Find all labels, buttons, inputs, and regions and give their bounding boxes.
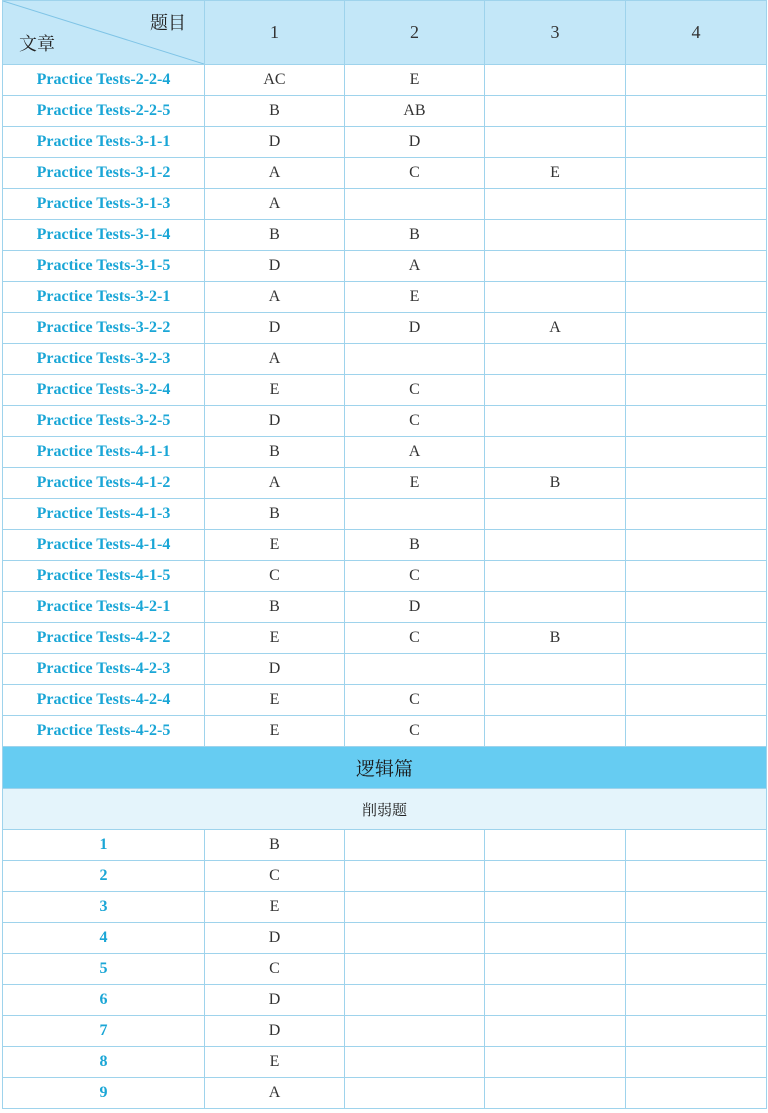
answer-cell: C bbox=[345, 406, 485, 437]
answer-cell bbox=[345, 1047, 485, 1078]
answer-cell: C bbox=[345, 158, 485, 189]
question-rows bbox=[3, 830, 767, 1109]
answer-cell bbox=[485, 96, 626, 127]
answer-cell: C bbox=[345, 561, 485, 592]
answer-cell: B bbox=[205, 437, 345, 468]
answer-cell bbox=[626, 282, 767, 313]
table-row bbox=[3, 716, 767, 747]
table-row bbox=[3, 282, 767, 313]
answer-cell bbox=[485, 375, 626, 406]
answer-cell: E bbox=[205, 1047, 345, 1078]
column-header-4: 4 bbox=[626, 1, 767, 65]
table-row bbox=[3, 1016, 767, 1047]
answer-cell: B bbox=[205, 830, 345, 861]
answer-cell bbox=[626, 189, 767, 220]
row-label: 3 bbox=[3, 892, 205, 923]
answer-cell: B bbox=[205, 592, 345, 623]
table-row bbox=[3, 1078, 767, 1109]
table-row bbox=[3, 65, 767, 96]
answer-cell bbox=[345, 189, 485, 220]
answer-cell: A bbox=[485, 313, 626, 344]
answer-cell bbox=[345, 344, 485, 375]
answer-cell: A bbox=[205, 158, 345, 189]
answer-cell bbox=[485, 220, 626, 251]
answer-cell bbox=[485, 406, 626, 437]
answer-cell: B bbox=[485, 623, 626, 654]
answer-cell: D bbox=[205, 251, 345, 282]
column-header-2: 2 bbox=[345, 1, 485, 65]
row-label: Practice Tests-2-2-5 bbox=[3, 96, 205, 127]
row-label: 8 bbox=[3, 1047, 205, 1078]
table-row bbox=[3, 158, 767, 189]
row-label: Practice Tests-3-1-3 bbox=[3, 189, 205, 220]
answer-cell: E bbox=[205, 375, 345, 406]
answer-cell bbox=[626, 406, 767, 437]
answer-cell bbox=[626, 923, 767, 954]
section-title-row bbox=[3, 747, 767, 789]
answer-cell: D bbox=[205, 406, 345, 437]
row-label: Practice Tests-4-2-5 bbox=[3, 716, 205, 747]
answer-cell bbox=[345, 892, 485, 923]
answer-table bbox=[2, 0, 767, 1109]
answer-cell: A bbox=[205, 189, 345, 220]
answer-cell: E bbox=[205, 530, 345, 561]
answer-cell bbox=[626, 716, 767, 747]
answer-cell bbox=[345, 1016, 485, 1047]
answer-cell: E bbox=[205, 623, 345, 654]
answer-cell: D bbox=[205, 654, 345, 685]
answer-cell: B bbox=[205, 499, 345, 530]
table-row bbox=[3, 251, 767, 282]
answer-cell bbox=[626, 158, 767, 189]
answer-cell: E bbox=[345, 468, 485, 499]
table-row bbox=[3, 127, 767, 158]
row-label: Practice Tests-3-1-5 bbox=[3, 251, 205, 282]
answer-cell bbox=[626, 127, 767, 158]
table-row bbox=[3, 685, 767, 716]
row-label: Practice Tests-3-1-1 bbox=[3, 127, 205, 158]
answer-cell bbox=[485, 685, 626, 716]
article-label: 文章 bbox=[19, 34, 55, 55]
table-row bbox=[3, 468, 767, 499]
table-row bbox=[3, 406, 767, 437]
answer-cell bbox=[626, 251, 767, 282]
answer-cell: E bbox=[345, 65, 485, 96]
answer-cell bbox=[626, 861, 767, 892]
answer-cell: D bbox=[345, 592, 485, 623]
answer-cell bbox=[485, 892, 626, 923]
answer-cell bbox=[345, 499, 485, 530]
answer-cell bbox=[485, 985, 626, 1016]
table-row bbox=[3, 892, 767, 923]
answer-cell bbox=[626, 344, 767, 375]
table-row bbox=[3, 313, 767, 344]
answer-cell bbox=[626, 985, 767, 1016]
row-label: Practice Tests-3-2-2 bbox=[3, 313, 205, 344]
answer-cell bbox=[485, 251, 626, 282]
table-row bbox=[3, 96, 767, 127]
answer-cell bbox=[626, 499, 767, 530]
answer-cell bbox=[485, 654, 626, 685]
answer-cell bbox=[345, 861, 485, 892]
answer-cell: D bbox=[345, 127, 485, 158]
row-label: 6 bbox=[3, 985, 205, 1016]
answer-cell: E bbox=[485, 158, 626, 189]
answer-cell bbox=[626, 468, 767, 499]
table-row bbox=[3, 344, 767, 375]
answer-cell: A bbox=[205, 468, 345, 499]
answer-cell bbox=[485, 282, 626, 313]
answer-cell bbox=[485, 127, 626, 158]
answer-cell: AC bbox=[205, 65, 345, 96]
answer-cell bbox=[345, 923, 485, 954]
answer-cell: A bbox=[345, 251, 485, 282]
answer-cell bbox=[626, 65, 767, 96]
answer-cell bbox=[485, 592, 626, 623]
table-row bbox=[3, 923, 767, 954]
column-header-3: 3 bbox=[485, 1, 626, 65]
answer-cell bbox=[485, 923, 626, 954]
section-subtitle: 削弱题 bbox=[3, 789, 767, 830]
answer-cell bbox=[626, 375, 767, 406]
answer-cell: D bbox=[205, 985, 345, 1016]
table-row bbox=[3, 1047, 767, 1078]
table-row bbox=[3, 561, 767, 592]
answer-cell: D bbox=[205, 923, 345, 954]
row-label: Practice Tests-4-2-2 bbox=[3, 623, 205, 654]
row-label: 1 bbox=[3, 830, 205, 861]
row-label: Practice Tests-3-2-1 bbox=[3, 282, 205, 313]
table-row bbox=[3, 623, 767, 654]
row-label: Practice Tests-4-2-3 bbox=[3, 654, 205, 685]
row-label: 4 bbox=[3, 923, 205, 954]
answer-cell bbox=[345, 830, 485, 861]
table-row bbox=[3, 220, 767, 251]
answer-cell bbox=[626, 654, 767, 685]
row-label: Practice Tests-4-2-4 bbox=[3, 685, 205, 716]
answer-cell: AB bbox=[345, 96, 485, 127]
topic-label: 题目 bbox=[150, 13, 186, 34]
answer-cell bbox=[626, 685, 767, 716]
answer-cell bbox=[626, 592, 767, 623]
table-row bbox=[3, 954, 767, 985]
answer-cell: B bbox=[345, 220, 485, 251]
answer-cell bbox=[626, 1078, 767, 1109]
row-label: Practice Tests-4-1-2 bbox=[3, 468, 205, 499]
answer-cell bbox=[626, 830, 767, 861]
answer-cell bbox=[626, 530, 767, 561]
section-subtitle-row bbox=[3, 789, 767, 830]
answer-cell: B bbox=[205, 220, 345, 251]
row-label: 9 bbox=[3, 1078, 205, 1109]
answer-cell: E bbox=[345, 282, 485, 313]
row-label: Practice Tests-4-1-3 bbox=[3, 499, 205, 530]
row-label: 2 bbox=[3, 861, 205, 892]
table-row bbox=[3, 654, 767, 685]
answer-cell: E bbox=[205, 685, 345, 716]
answer-cell: D bbox=[205, 313, 345, 344]
answer-cell bbox=[626, 623, 767, 654]
answer-cell: D bbox=[205, 1016, 345, 1047]
answer-cell: A bbox=[345, 437, 485, 468]
answer-cell bbox=[626, 96, 767, 127]
row-label: Practice Tests-3-2-4 bbox=[3, 375, 205, 406]
row-label: Practice Tests-3-2-5 bbox=[3, 406, 205, 437]
table-row bbox=[3, 375, 767, 406]
answer-cell: A bbox=[205, 282, 345, 313]
row-label: Practice Tests-3-2-3 bbox=[3, 344, 205, 375]
answer-cell bbox=[485, 499, 626, 530]
answer-cell: C bbox=[345, 685, 485, 716]
answer-cell bbox=[626, 437, 767, 468]
answer-cell: C bbox=[205, 861, 345, 892]
answer-cell bbox=[626, 1016, 767, 1047]
answer-cell bbox=[345, 954, 485, 985]
answer-cell bbox=[485, 1047, 626, 1078]
row-label: Practice Tests-3-1-2 bbox=[3, 158, 205, 189]
answer-cell bbox=[345, 985, 485, 1016]
answer-cell: B bbox=[485, 468, 626, 499]
answer-cell bbox=[485, 65, 626, 96]
answer-cell bbox=[345, 654, 485, 685]
table-row bbox=[3, 189, 767, 220]
answer-cell: A bbox=[205, 344, 345, 375]
row-label: Practice Tests-4-1-1 bbox=[3, 437, 205, 468]
answer-cell: C bbox=[205, 561, 345, 592]
table-row bbox=[3, 592, 767, 623]
row-label: Practice Tests-2-2-4 bbox=[3, 65, 205, 96]
table-row bbox=[3, 437, 767, 468]
table-row bbox=[3, 830, 767, 861]
table-row bbox=[3, 985, 767, 1016]
answer-cell bbox=[345, 1078, 485, 1109]
answer-cell: C bbox=[345, 375, 485, 406]
table-row bbox=[3, 530, 767, 561]
answer-cell: B bbox=[205, 96, 345, 127]
answer-cell bbox=[485, 530, 626, 561]
row-label: 7 bbox=[3, 1016, 205, 1047]
answer-cell bbox=[485, 344, 626, 375]
answer-cell: D bbox=[345, 313, 485, 344]
answer-cell bbox=[485, 189, 626, 220]
column-header-1: 1 bbox=[205, 1, 345, 65]
answer-cell bbox=[626, 561, 767, 592]
answer-cell: B bbox=[345, 530, 485, 561]
answer-cell bbox=[485, 1016, 626, 1047]
answer-cell bbox=[626, 1047, 767, 1078]
row-label: Practice Tests-4-1-5 bbox=[3, 561, 205, 592]
table-row bbox=[3, 861, 767, 892]
table-row bbox=[3, 499, 767, 530]
answer-cell bbox=[485, 861, 626, 892]
answer-cell: C bbox=[205, 954, 345, 985]
answer-cell bbox=[626, 220, 767, 251]
answer-cell bbox=[485, 561, 626, 592]
answer-cell bbox=[485, 716, 626, 747]
answer-cell bbox=[626, 954, 767, 985]
section-title: 逻辑篇 bbox=[3, 747, 767, 789]
answer-cell bbox=[485, 830, 626, 861]
answer-cell bbox=[485, 1078, 626, 1109]
article-rows bbox=[3, 65, 767, 747]
answer-cell: E bbox=[205, 892, 345, 923]
answer-cell: A bbox=[205, 1078, 345, 1109]
answer-cell bbox=[485, 954, 626, 985]
answer-cell: D bbox=[205, 127, 345, 158]
row-label: Practice Tests-3-1-4 bbox=[3, 220, 205, 251]
answer-cell bbox=[626, 313, 767, 344]
row-label: Practice Tests-4-2-1 bbox=[3, 592, 205, 623]
answer-cell bbox=[626, 892, 767, 923]
logic-section bbox=[3, 747, 767, 830]
answer-cell: E bbox=[205, 716, 345, 747]
row-label: 5 bbox=[3, 954, 205, 985]
answer-cell: C bbox=[345, 716, 485, 747]
header-row bbox=[3, 1, 767, 65]
answer-cell: C bbox=[345, 623, 485, 654]
diagonal-header-cell bbox=[3, 1, 205, 65]
answer-cell bbox=[485, 437, 626, 468]
row-label: Practice Tests-4-1-4 bbox=[3, 530, 205, 561]
